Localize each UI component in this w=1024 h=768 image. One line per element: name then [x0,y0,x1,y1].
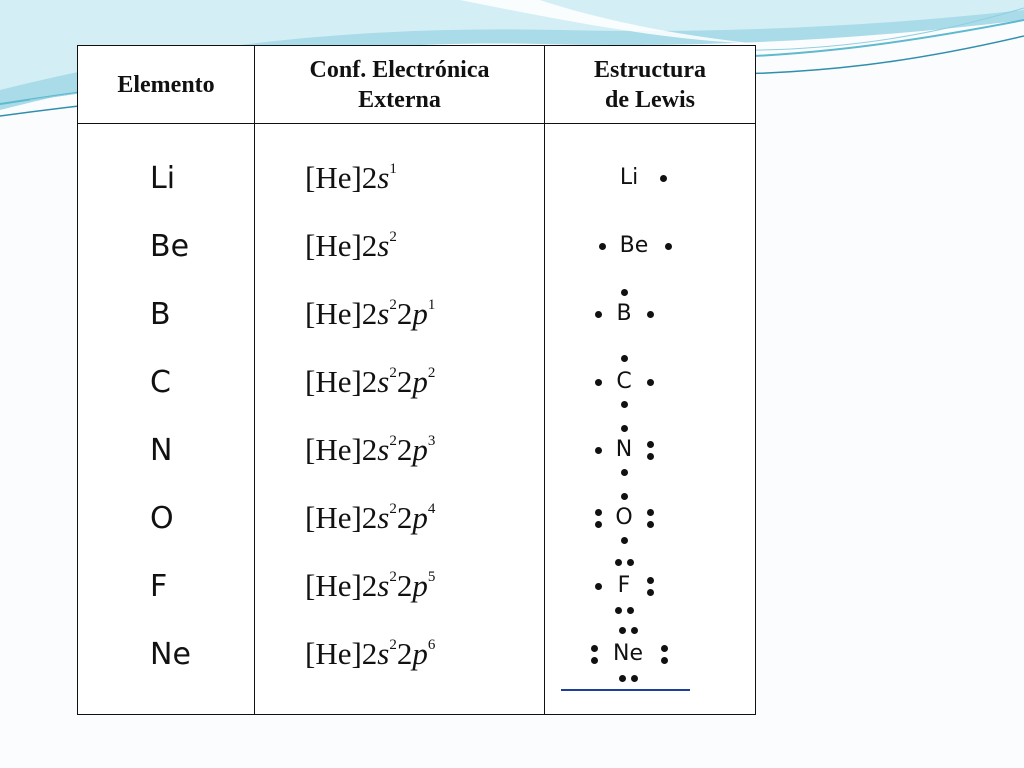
lewis-row [545,620,755,688]
valence-electron-dot [665,243,672,250]
config-p-orbital: p [412,500,428,535]
config-column [255,124,545,715]
config-s-exponent: 2 [389,364,397,381]
config-p-level: 2 [396,568,413,603]
config-s-orbital: s [377,296,390,331]
lewis-structure [545,620,755,688]
valence-electron-dot [647,311,654,318]
lewis-structure [545,484,755,552]
valence-electron-dot [595,509,602,516]
lewis-symbol: Be [619,233,649,258]
config-s-level: 2 [361,296,378,331]
config-row [255,144,544,212]
config-core: [He] [305,500,362,535]
valence-electron-dot [647,453,654,460]
electron-configuration [255,296,435,332]
config-p-level: 2 [396,432,413,467]
lewis-row [545,144,755,212]
valence-electron-dot [621,425,628,432]
config-p-orbital: p [412,568,428,603]
electron-configuration [255,636,435,672]
valence-electron-dot [621,537,628,544]
element-row [78,348,254,416]
valence-electron-dot [621,401,628,408]
config-core: [He] [305,636,362,671]
lewis-symbol: Ne [613,641,643,666]
electron-configuration [255,364,435,400]
config-s-orbital: s [377,500,390,535]
config-p-exponent: 2 [427,364,436,381]
config-core: [He] [305,432,362,467]
element-row [78,484,254,552]
lewis-structure [545,280,755,348]
lewis-structure [545,144,755,212]
valence-electron-dot [599,243,606,250]
config-s-orbital: s [377,160,390,195]
config-core: [He] [305,228,362,263]
lewis-row [545,552,755,620]
valence-electron-dot [595,521,602,528]
valence-electron-dot [660,175,667,182]
element-row [78,280,254,348]
config-s-level: 2 [361,568,378,603]
config-p-exponent: 6 [427,636,436,653]
valence-electron-dot [615,607,622,614]
lewis-structure [545,212,755,280]
config-s-exponent: 2 [389,296,397,313]
config-row [255,348,544,416]
config-p-exponent: 4 [427,500,436,517]
lewis-structure [545,416,755,484]
electron-configuration [255,228,397,264]
valence-electron-dot [591,645,598,652]
element-row [78,416,254,484]
config-core: [He] [305,296,362,331]
config-p-level: 2 [396,296,413,331]
config-p-orbital: p [412,636,428,671]
config-p-orbital: p [412,364,428,399]
config-p-orbital: p [412,296,428,331]
valence-electron-dot [595,311,602,318]
config-s-level: 2 [361,228,378,263]
config-s-orbital: s [377,364,390,399]
config-s-orbital: s [377,432,390,467]
element-symbol: Ne [150,636,191,672]
element-column [78,124,255,715]
config-s-level: 2 [361,500,378,535]
electron-configuration [255,160,397,196]
electron-configuration [255,568,435,604]
valence-electron-dot [647,577,654,584]
underline-mark [561,689,690,691]
valence-electron-dot [647,589,654,596]
lewis-symbol: N [615,437,633,462]
valence-electron-dot [621,469,628,476]
element-symbol: Be [150,228,190,264]
config-row [255,620,544,688]
electron-configuration [255,500,435,536]
lewis-structure [545,348,755,416]
header-config-line1: Conf. Electrónica [309,56,490,83]
element-row [78,552,254,620]
element-row [78,144,254,212]
config-s-exponent: 1 [389,160,397,177]
config-s-exponent: 2 [389,228,397,245]
valence-electron-dot [631,675,638,682]
config-s-exponent: 2 [389,568,397,585]
config-row [255,212,544,280]
header-config-line2: Externa [358,86,441,113]
header-lewis-line2: de Lewis [605,86,695,113]
valence-electron-dot [621,355,628,362]
lewis-column [545,124,756,715]
config-p-level: 2 [396,636,413,671]
config-core: [He] [305,364,362,399]
header-element [78,46,255,124]
config-p-level: 2 [396,364,413,399]
lewis-symbol: F [617,573,631,598]
valence-electron-dot [627,559,634,566]
lewis-symbol: B [616,301,632,326]
lewis-row [545,348,755,416]
valence-electron-dot [595,447,602,454]
config-s-level: 2 [361,364,378,399]
config-p-exponent: 5 [427,568,436,585]
config-row [255,552,544,620]
body-row [78,124,756,715]
header-lewis [545,46,756,124]
valence-electron-dot [619,675,626,682]
valence-electron-dot [631,627,638,634]
lewis-row [545,212,755,280]
lewis-row [545,484,755,552]
config-p-orbital: p [412,432,428,467]
valence-electron-dot [621,493,628,500]
lewis-row [545,280,755,348]
electron-config-table [77,45,756,715]
header-element-text: Elemento [117,71,215,98]
element-symbol: O [150,500,174,536]
element-symbol: N [150,432,173,468]
header-row [78,46,756,124]
config-s-exponent: 2 [389,500,397,517]
config-s-orbital: s [377,636,390,671]
valence-electron-dot [591,657,598,664]
valence-electron-dot [647,521,654,528]
config-row [255,484,544,552]
valence-electron-dot [661,645,668,652]
lewis-structure [545,552,755,620]
valence-electron-dot [647,379,654,386]
config-row [255,416,544,484]
config-s-orbital: s [377,228,390,263]
config-core: [He] [305,568,362,603]
valence-electron-dot [661,657,668,664]
config-core: [He] [305,160,362,195]
config-p-exponent: 3 [427,432,436,449]
valence-electron-dot [595,379,602,386]
header-lewis-line1: Estructura [594,56,706,83]
valence-electron-dot [627,607,634,614]
lewis-row [545,416,755,484]
element-symbol: C [150,364,171,400]
element-symbol: B [150,296,171,332]
lewis-symbol: Li [619,165,639,190]
lewis-symbol: O [615,505,633,530]
valence-electron-dot [647,441,654,448]
element-row [78,620,254,688]
element-symbol: Li [150,160,176,196]
valence-electron-dot [621,289,628,296]
config-p-exponent: 1 [427,296,436,313]
config-s-level: 2 [361,160,378,195]
config-p-level: 2 [396,500,413,535]
electron-configuration [255,432,435,468]
element-symbol: F [150,568,168,604]
valence-electron-dot [619,627,626,634]
config-s-exponent: 2 [389,636,397,653]
config-s-level: 2 [361,636,378,671]
valence-electron-dot [595,583,602,590]
element-row [78,212,254,280]
config-s-orbital: s [377,568,390,603]
valence-electron-dot [615,559,622,566]
config-s-level: 2 [361,432,378,467]
lewis-symbol: C [616,369,632,394]
valence-electron-dot [647,509,654,516]
header-config [255,46,545,124]
config-s-exponent: 2 [389,432,397,449]
config-row [255,280,544,348]
